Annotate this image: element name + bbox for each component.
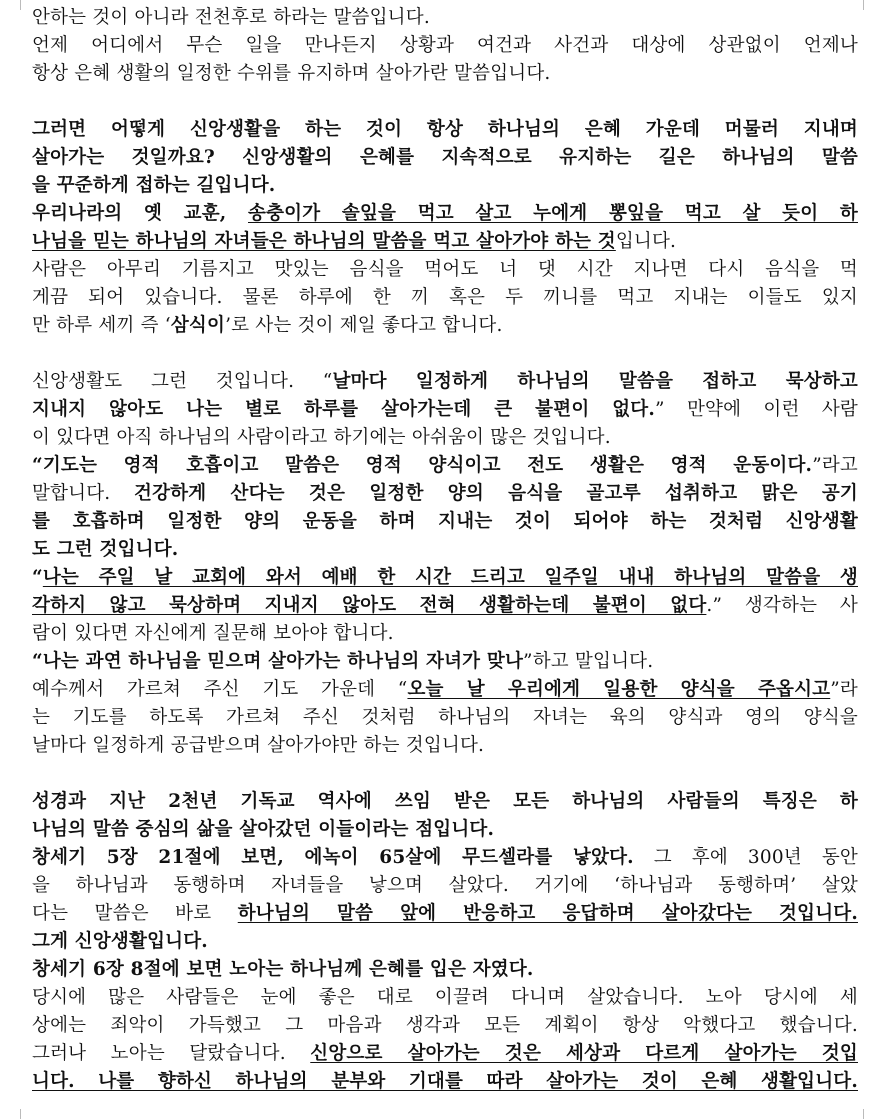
document-body: [32, 4, 858, 1096]
text-line: [32, 256, 858, 284]
text-line: [32, 620, 858, 648]
text-line: [32, 396, 858, 424]
text-run: ”하고 말입니다.: [523, 651, 654, 672]
text-run: .” 생각하는 사: [706, 595, 858, 616]
text-line: [32, 592, 858, 620]
text-line: [32, 284, 858, 312]
text-run: 예수께서 가르쳐 주신 기도 가운데 “: [32, 679, 408, 700]
text-run: ”라: [830, 679, 858, 700]
text-run: 창세기 6장 8절에 보면 노아는 하나님께 은혜를 입은 자였다.: [32, 959, 534, 980]
text-line: [32, 844, 858, 872]
text-run: 만 하루 세끼 즉 ‘: [32, 315, 171, 336]
text-run: 안하는 것이 아니라 전천후로 하라는 말씀입니다.: [32, 7, 430, 28]
underlined-text: 송충이가 솔잎을 먹고 살고 누에게 뽕잎을 먹고 살 듯이 하: [248, 203, 858, 224]
text-line: [32, 480, 858, 508]
text-run: ’로 사는 것이 제일 좋다고 합니다.: [225, 315, 503, 336]
text-run: 당시에 많은 사람들은 눈에 좋은 대로 이끌려 다니며 살았습니다. 노아 당시에 세: [32, 987, 858, 1008]
paragraph-1: [32, 4, 858, 88]
text-run: 게끔 되어 있습니다. 물론 하루에 한 끼 혹은 두 끼니를 먹고 지내는 이들도 있지: [32, 287, 858, 308]
text-line: [32, 872, 858, 900]
text-line: [32, 1012, 858, 1040]
text-line: [32, 1040, 858, 1068]
text-run: 성경과 지난 2천년 기독교 역사에 쓰임 받은 모든 하나님의 사람들의 특징은 하: [32, 791, 858, 812]
text-line: [32, 228, 858, 256]
crop-mark: [10, 0, 21, 10]
text-line: [32, 536, 858, 564]
text-run: 우리나라의 옛 교훈,: [32, 203, 248, 224]
paragraph-gap: [32, 88, 858, 116]
text-run: 언제 어디에서 무슨 일을 만나든지 상황과 여건과 사건과 대상에 상관없이 언제나: [32, 35, 858, 56]
text-line: [32, 648, 858, 676]
bold-text: 창세기 5장 21절에 보면, 에녹이 65살에 무드셀라를 낳았다.: [32, 847, 634, 868]
underlined-text: 나님을 믿는 하나님의 자녀들은 하나님의 말씀을 먹고 살아가야 하는 것: [32, 231, 616, 252]
bold-text: “: [32, 567, 43, 588]
text-run: 나님의 말씀 중심의 삶을 살아갔던 이들이라는 점입니다.: [32, 819, 495, 840]
text-run: 그 후에 300년 동안: [633, 847, 858, 868]
paragraph-4: [32, 788, 858, 1096]
text-line: [32, 200, 858, 228]
paragraph-gap: [32, 760, 858, 788]
underlined-text: 오늘 날 우리에게 일용한 양식을 주옵시고: [407, 679, 831, 700]
text-run: 살아가는 것일까요? 신앙생활의 은혜를 지속적으로 유지하는 길은 하나님의 말씀: [32, 147, 858, 168]
text-run: 말합니다.: [32, 483, 135, 504]
text-run: 날마다 일정하게 공급받으며 살아가야만 하는 것입니다.: [32, 735, 485, 756]
text-line: [32, 4, 858, 32]
text-line: [32, 676, 858, 704]
text-line: [32, 452, 858, 480]
crop-mark: [863, 0, 874, 10]
underlined-text: 하나님의 말씀 앞에 반응하고 응답하며 살아갔다는 것입니다.: [237, 903, 858, 924]
bold-text: “나는 과연 하나님을 믿으며 살아가는 하나님의 자녀가 맞나: [32, 651, 524, 672]
text-run: 상에는 죄악이 가득했고 그 마음과 생각과 모든 계획이 항상 악했다고 했습니다.: [32, 1015, 858, 1036]
text-run: 다는 말씀은 바로: [32, 903, 238, 924]
text-run: 이 있다면 아직 하나님의 사람이라고 하기에는 아쉬움이 많은 것입니다.: [32, 427, 611, 448]
paragraph-gap: [32, 340, 858, 368]
text-run: 을 꾸준하게 접하는 길입니다.: [32, 175, 276, 196]
text-line: [32, 172, 858, 200]
text-line: [32, 704, 858, 732]
text-line: [32, 900, 858, 928]
text-line: [32, 368, 858, 396]
paragraph-3: [32, 368, 858, 760]
text-line: [32, 60, 858, 88]
underlined-text: 니다. 나를 향하신 하나님의 분부와 기대를 따라 살아가는 것이 은혜 생활입니다.: [32, 1071, 858, 1092]
crop-mark: [10, 1109, 21, 1119]
text-line: [32, 816, 858, 844]
text-line: [32, 956, 858, 984]
underlined-text: 나는 주일 날 교회에 와서 예배 한 시간 드리고 일주일 내내 하나님의 말씀을 생: [42, 567, 858, 588]
bold-text: 삼식이: [170, 315, 226, 336]
text-line: [32, 984, 858, 1012]
bold-text: 날마다 일정하게 하나님의 말씀을 접하고 묵상하고: [332, 371, 858, 392]
text-line: [32, 508, 858, 536]
text-line: [32, 32, 858, 60]
text-run: 그러면 어떻게 신앙생활을 하는 것이 항상 하나님의 은혜 가운데 머물러 지내며: [32, 119, 858, 140]
text-run: 그게 신앙생활입니다.: [32, 931, 208, 952]
text-line: [32, 928, 858, 956]
text-run: 사람은 아무리 기름지고 맛있는 음식을 먹어도 너 댓 시간 지나면 다시 음식을 먹: [32, 259, 858, 280]
bold-text: “기도는 영적 호흡이고 말씀은 영적 양식이고 전도 생활은 영적 운동이다.: [32, 455, 813, 476]
text-run: 입니다.: [615, 231, 677, 252]
text-run: 그러나 노아는 달랐습니다.: [32, 1043, 311, 1064]
text-line: [32, 564, 858, 592]
bold-text: 건강하게 산다는 것은 일정한 양의 음식을 골고루 섭취하고 맑은 공기: [134, 483, 858, 504]
text-line: [32, 788, 858, 816]
underlined-text: 신앙으로 살아가는 것은 세상과 다르게 살아가는 것입: [310, 1043, 858, 1064]
text-line: [32, 732, 858, 760]
text-run: ”라고: [812, 455, 858, 476]
text-run: 을 하나님과 동행하며 자녀들을 낳으며 살았다. 거기에 ‘하나님과 동행하며’ 살았: [32, 875, 858, 896]
text-run: 를 호흡하며 일정한 양의 운동을 하며 지내는 것이 되어야 하는 것처럼 신앙생활: [32, 511, 858, 532]
text-line: [32, 144, 858, 172]
text-run: ” 만약에 이런 사람: [655, 399, 858, 420]
text-run: 신앙생활도 그런 것입니다. “: [32, 371, 333, 392]
bold-text: 지내지 않아도 나는 별로 하루를 살아가는데 큰 불편이 없다.: [32, 399, 656, 420]
paragraph-2: [32, 116, 858, 340]
text-line: [32, 116, 858, 144]
text-run: 도 그런 것입니다.: [32, 539, 179, 560]
text-run: 람이 있다면 자신에게 질문해 보아야 합니다.: [32, 623, 394, 644]
text-run: 는 기도를 하도록 가르쳐 주신 것처럼 하나님의 자녀는 육의 양식과 영의 양식을: [32, 707, 858, 728]
crop-mark: [863, 1109, 874, 1119]
text-line: [32, 312, 858, 340]
text-line: [32, 424, 858, 452]
underlined-text: 각하지 않고 묵상하며 지내지 않아도 전혀 생활하는데 불편이 없다: [32, 595, 707, 616]
text-line: [32, 1068, 858, 1096]
text-run: 항상 은혜 생활의 일정한 수위를 유지하며 살아가란 말씀입니다.: [32, 63, 551, 84]
